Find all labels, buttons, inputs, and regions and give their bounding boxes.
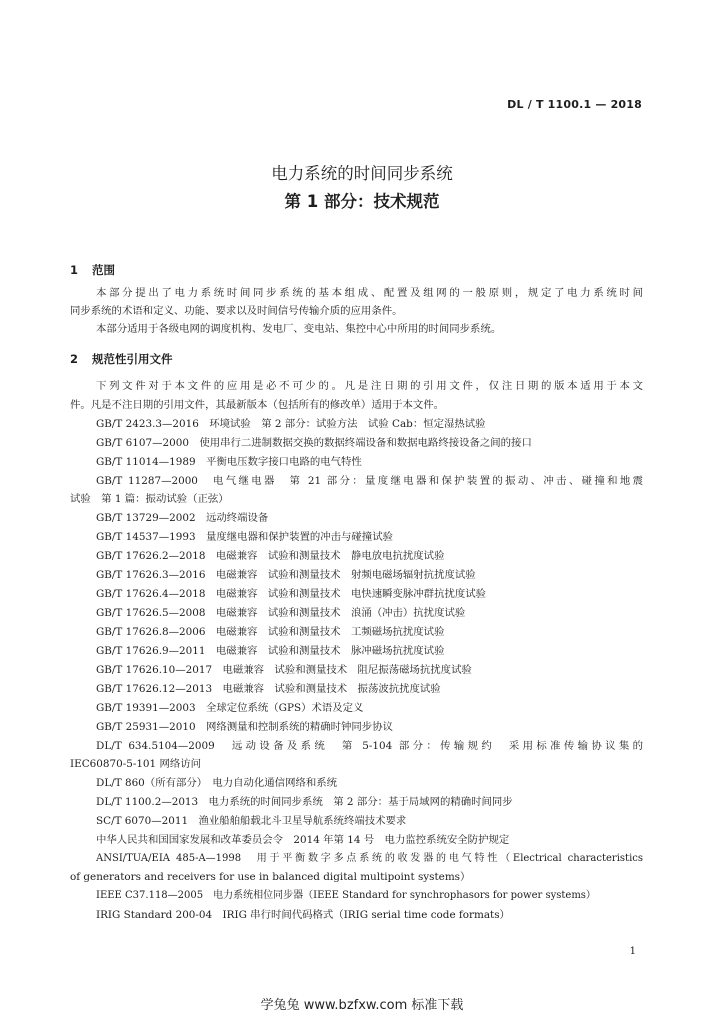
reference-item: GB/T 11014—1989 平衡电压数字接口电路的电气特性 [96, 456, 362, 468]
reference-item: SC/T 6070—2011 渔业船舶船载北斗卫星导航系统终端技术要求 [96, 815, 407, 827]
reference-item: DL/T 860（所有部分） 电力自动化通信网络和系统 [96, 777, 338, 789]
reference-item: GB/T 17626.5—2008 电磁兼容 试验和测量技术 浪涌（冲击）抗扰度试验 [96, 607, 466, 619]
reference-item: GB/T 17626.8—2006 电磁兼容 试验和测量技术 工频磁场抗扰度试验 [96, 626, 445, 638]
reference-item: DL/T 1100.2—2013 电力系统的时间同步系统 第 2 部分：基于局域网的精确时间同步 [96, 796, 513, 808]
paragraph-line: 同步系统的术语和定义、功能、要求以及时间信号传输介质的应用条件。 [70, 305, 403, 317]
reference-item: GB/T 17626.2—2018 电磁兼容 试验和测量技术 静电放电抗扰度试验 [96, 550, 445, 562]
section-heading-scope [70, 262, 115, 278]
reference-item: GB/T 6107—2000 使用串行二进制数据交换的数据终端设备和数据电路终接设备之间的接口 [96, 437, 532, 449]
paragraph-line: 本部分提出了电力系统时间同步系统的基本组成、配置及组网的一般原则，规定了电力系统时间 [96, 287, 643, 299]
reference-item: ANSI/TUA/EIA 485-A—1998 用于平衡数字多点系统的收发器的电气特性（Electrical characteristics [96, 853, 643, 864]
reference-item-continued: of generators and receivers for use in balanced digital multipoint systems） [70, 871, 471, 883]
reference-item: GB/T 17626.4—2018 电磁兼容 试验和测量技术 电快速瞬变脉冲群抗扰度试验 [96, 588, 487, 600]
reference-item: GB/T 17626.3—2016 电磁兼容 试验和测量技术 射频电磁场辐射抗扰度试验 [96, 569, 476, 581]
section-title: 范围 [92, 263, 115, 277]
paragraph-line: 件。凡是不注日期的引用文件，其最新版本（包括所有的修改单）适用于本文件。 [70, 399, 445, 411]
reference-item: GB/T 11287—2000 电气继电器 第 21 部分：量度继电器和保护装置的振动、冲击、碰撞和地震 [96, 475, 643, 487]
reference-item: DL/T 634.5104—2009 远动设备及系统 第 5-104 部分：传输规约 采用标准传输协议集的 [96, 740, 643, 752]
reference-item: GB/T 14537—1993 量度继电器和保护装置的冲击与碰撞试验 [96, 531, 393, 543]
paragraph-line: 本部分适用于各级电网的调度机构、发电厂、变电站、集控中心中所用的时间同步系统。 [96, 323, 502, 335]
page-number: 1 [629, 946, 636, 957]
reference-item-continued: IEC60870-5-101 网络访问 [70, 758, 202, 770]
standard-code: DL / T 1100.1 — 2018 [507, 98, 642, 111]
paragraph-line: 下列文件对于本文件的应用是必不可少的。凡是注日期的引用文件，仅注日期的版本适用于本文 [96, 380, 643, 392]
reference-item-continued: 试验 第 1 篇：振动试验（正弦） [70, 493, 229, 505]
section-number: 2 [70, 352, 79, 366]
document-title: 电力系统的时间同步系统 [271, 164, 453, 183]
reference-item: GB/T 17626.9—2011 电磁兼容 试验和测量技术 脉冲磁场抗扰度试验 [96, 645, 445, 657]
reference-item: GB/T 19391—2003 全球定位系统（GPS）术语及定义 [96, 702, 364, 714]
reference-item: GB/T 2423.3—2016 环境试验 第 2 部分：试验方法 试验 Cab：恒定湿热试验 [96, 418, 486, 430]
section-heading-normative-references [70, 351, 173, 367]
document-subtitle: 第 1 部分：技术规范 [284, 192, 440, 211]
reference-item: IRIG Standard 200-04 IRIG 串行时间代码格式（IRIG serial time code formats） [96, 909, 510, 921]
reference-item: GB/T 13729—2002 远动终端设备 [96, 512, 269, 524]
reference-item: GB/T 17626.10—2017 电磁兼容 试验和测量技术 阻尼振荡磁场抗扰度试验 [96, 664, 472, 676]
reference-item: 中华人民共和国国家发展和改革委员会令 2014 年第 14 号 电力监控系统安全防护规定 [96, 834, 510, 846]
reference-item: GB/T 25931—2010 网络测量和控制系统的精确时钟同步协议 [96, 721, 393, 733]
site-watermark-footer: 学兔兔 www.bzfxw.com 标准下载 [260, 998, 464, 1013]
section-title: 规范性引用文件 [92, 352, 173, 366]
reference-item: IEEE C37.118—2005 电力系统相位同步器（IEEE Standard for synchrophasors for power systems） [96, 890, 596, 901]
section-number: 1 [70, 263, 79, 277]
reference-item: GB/T 17626.12—2013 电磁兼容 试验和测量技术 振荡波抗扰度试验 [96, 683, 441, 695]
